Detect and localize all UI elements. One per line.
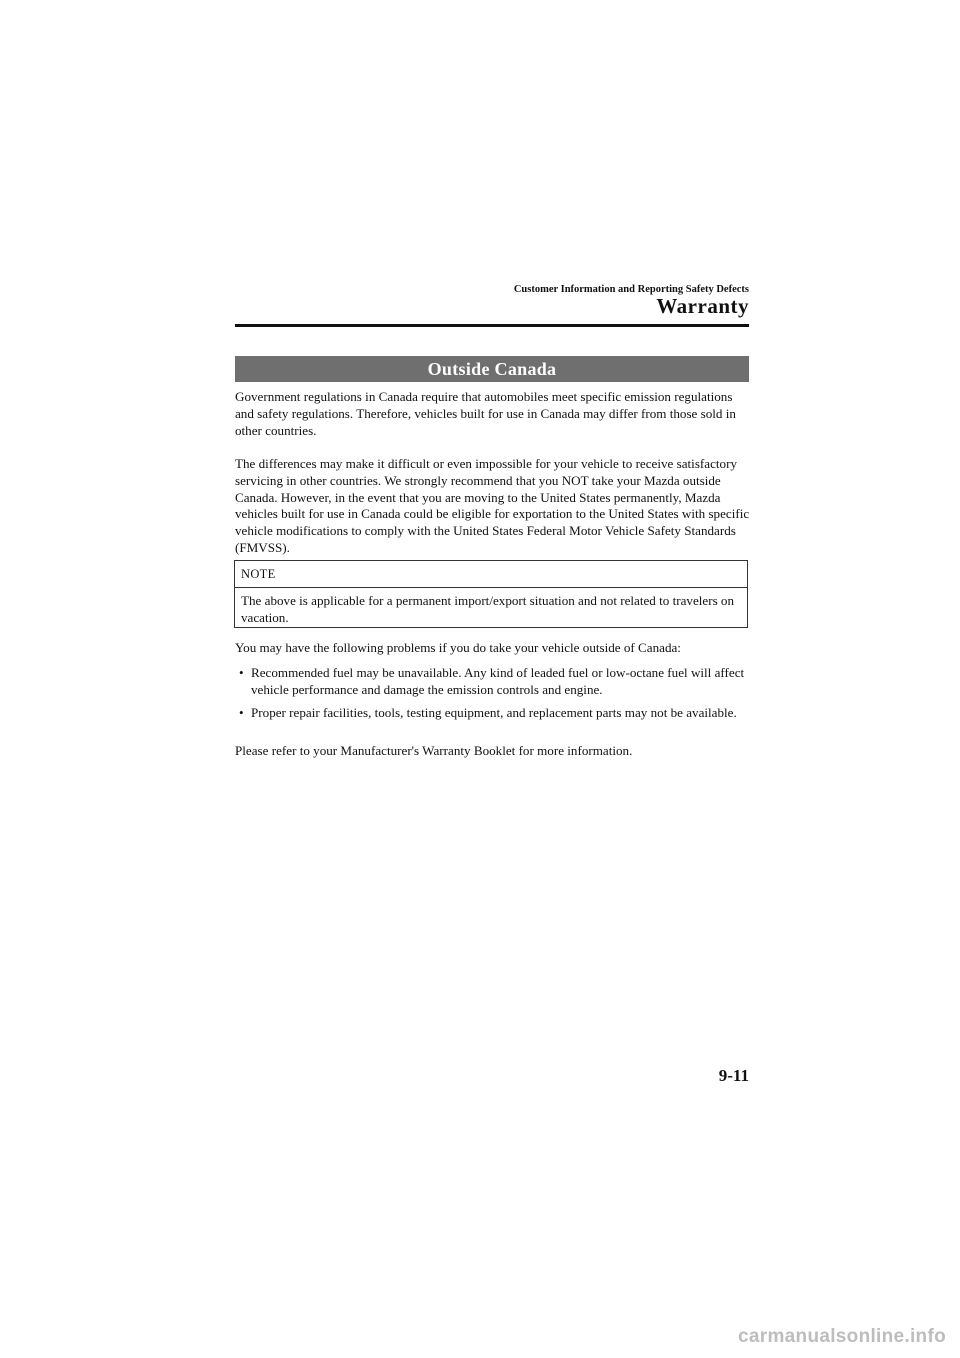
list-item-text: Recommended fuel may be unavailable. Any kind of leaded fuel or low-octane fuel will affect vehicle performance and damage the emission controls and engine. [251, 665, 745, 697]
bullet-icon: • [239, 705, 244, 720]
page-number: 9-11 [718, 1066, 749, 1085]
note-label: NOTE [241, 567, 276, 581]
note-text: The above is applicable for a permanent import/export situation and not related to travelers on vacation. [241, 593, 735, 625]
header-divider [235, 324, 749, 327]
closing-text: Please refer to your Manufacturer's Warranty Booklet for more information. [235, 743, 633, 758]
header-section-label: Customer Information and Reporting Safety Defects [513, 284, 749, 295]
section-heading: Outside Canada [235, 356, 749, 382]
bullet-icon: • [239, 665, 244, 680]
note-box [234, 560, 748, 628]
page-title: Warranty [656, 294, 749, 318]
paragraph-differences: The differences may make it difficult or even impossible for your vehicle to receive satisfactory servicing in other countries. We strongly recommend that you NOT take your Mazda outside Canada. However, in the event that you are moving to the United States permanently, Mazda vehicles built for use in Canada could be eligible for exportation to the United States with specific vehicle modifications to comply with the United States Federal Motor Vehicle Safety Standards (FMVSS). [235, 456, 750, 555]
paragraph-regulations: Government regulations in Canada require that automobiles meet specific emission regulations and safety regulations. Therefore, vehicles built for use in Canada may differ from those sold in other countries. [235, 389, 736, 438]
watermark: carmanualsonline.info [738, 1326, 946, 1347]
problems-intro: You may have the following problems if you do take your vehicle outside of Canada: [235, 640, 681, 655]
list-item [239, 665, 751, 699]
list-item [239, 705, 751, 722]
note-divider [235, 587, 747, 588]
list-item-text: Proper repair facilities, tools, testing equipment, and replacement parts may not be available. [251, 705, 737, 720]
